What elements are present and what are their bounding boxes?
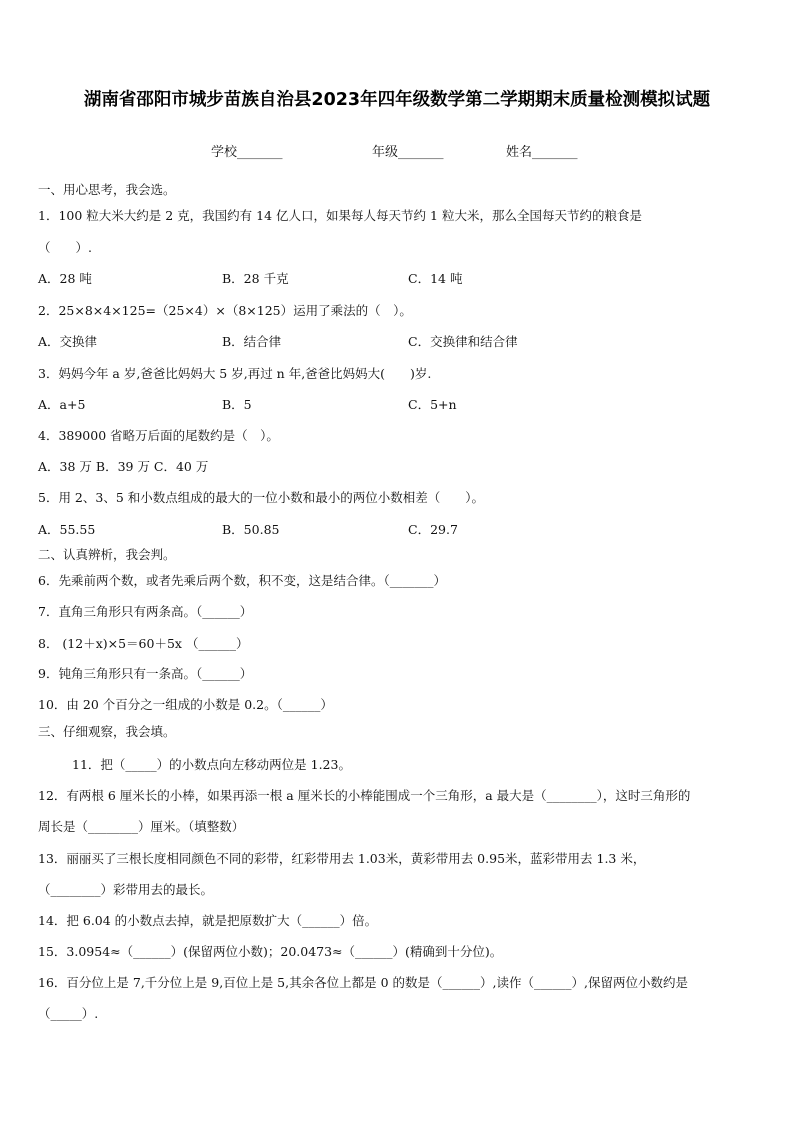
q9-text: 9．钝角三角形只有一条高。（______） [38,666,253,681]
name-field: 姓名_______ [506,145,578,160]
q1-text: 1．100 粒大米大约是 2 克，我国约有 14 亿人口，如果每人每天节约 1 粒大米，那么全国每天节约的粮食是 [38,208,642,223]
q5-text: 5．用 2、3、5 和小数点组成的最大的一位小数和最小的两位小数相差（ ）。 [38,490,485,505]
q12-text-cont: 周长是（________）厘米。（填整数） [38,819,245,834]
grade-field: 年级_______ [372,145,444,160]
q11-text: 11．把（_____）的小数点向左移动两位是 1.23。 [72,757,351,772]
q4-options: A．38 万 B．39 万 C．40 万 [38,459,209,474]
q2-option-c: C．交换律和结合律 [408,334,518,349]
q10-text: 10．由 20 个百分之一组成的小数是 0.2。（______） [38,697,333,712]
q1-text-cont: （ ）. [38,240,92,255]
q2-text: 2．25×8×4×125=（25×4）×（8×125）运用了乘法的（ ）。 [38,303,412,318]
q3-option-c: C．5+n [408,397,457,412]
q2-option-b: B．结合律 [222,334,282,349]
q12-text: 12．有两根 6 厘米长的小棒，如果再添一根 a 厘米长的小棒能围成一个三角形，a 最大是（________），这时三角形的 [38,788,691,803]
q16-text-cont: （_____）. [38,1006,99,1021]
q1-option-a: A．28 吨 [38,271,92,286]
q1-option-c: C．14 吨 [408,271,463,286]
q8-text: 8． (12＋x)×5＝60＋5x （______） [38,636,249,651]
q13-text-cont: （________）彩带用去的最长。 [38,882,214,897]
q5-option-a: A．55.55 [38,522,96,537]
q3-option-a: A．a+5 [38,397,86,412]
q16-text: 16．百分位上是 7,千分位上是 9,百位上是 5,其余各位上都是 0 的数是（______）,读作（______）,保留两位小数约是 [38,975,688,990]
q2-option-a: A．交换律 [38,334,98,349]
q4-text: 4．389000 省略万后面的尾数约是（ ）。 [38,428,279,443]
q3-option-b: B．5 [222,397,252,412]
q5-option-c: C．29.7 [408,522,458,537]
section1-heading: 一、用心思考，我会选。 [38,182,176,197]
section2-heading: 二、认真辨析，我会判。 [38,547,176,562]
q3-text: 3．妈妈今年 a 岁,爸爸比妈妈大 5 岁,再过 n 年,爸爸比妈妈大( )岁. [38,366,432,381]
q1-option-b: B．28 千克 [222,271,289,286]
page-title: 湖南省邵阳市城步苗族自治县2023年四年级数学第二学期期末质量检测模拟试题 [83,90,711,110]
q13-text: 13．丽丽买了三根长度相同颜色不同的彩带，红彩带用去 1.03米，黄彩带用去 0.95米，蓝彩带用去 1.3 米， [38,851,646,866]
school-field: 学校_______ [211,145,283,160]
section3-heading: 三、仔细观察，我会填。 [38,724,176,739]
q14-text: 14．把 6.04 的小数点去掉，就是把原数扩大（______）倍。 [38,913,378,928]
q15-text: 15．3.0954≈（______）(保留两位小数)；20.0473≈（______）(精确到十分位)。 [38,944,503,959]
q5-option-b: B．50.85 [222,522,280,537]
q6-text: 6．先乘前两个数，或者先乘后两个数，积不变，这是结合律。（_______） [38,573,446,588]
q7-text: 7．直角三角形只有两条高。（______） [38,604,253,619]
